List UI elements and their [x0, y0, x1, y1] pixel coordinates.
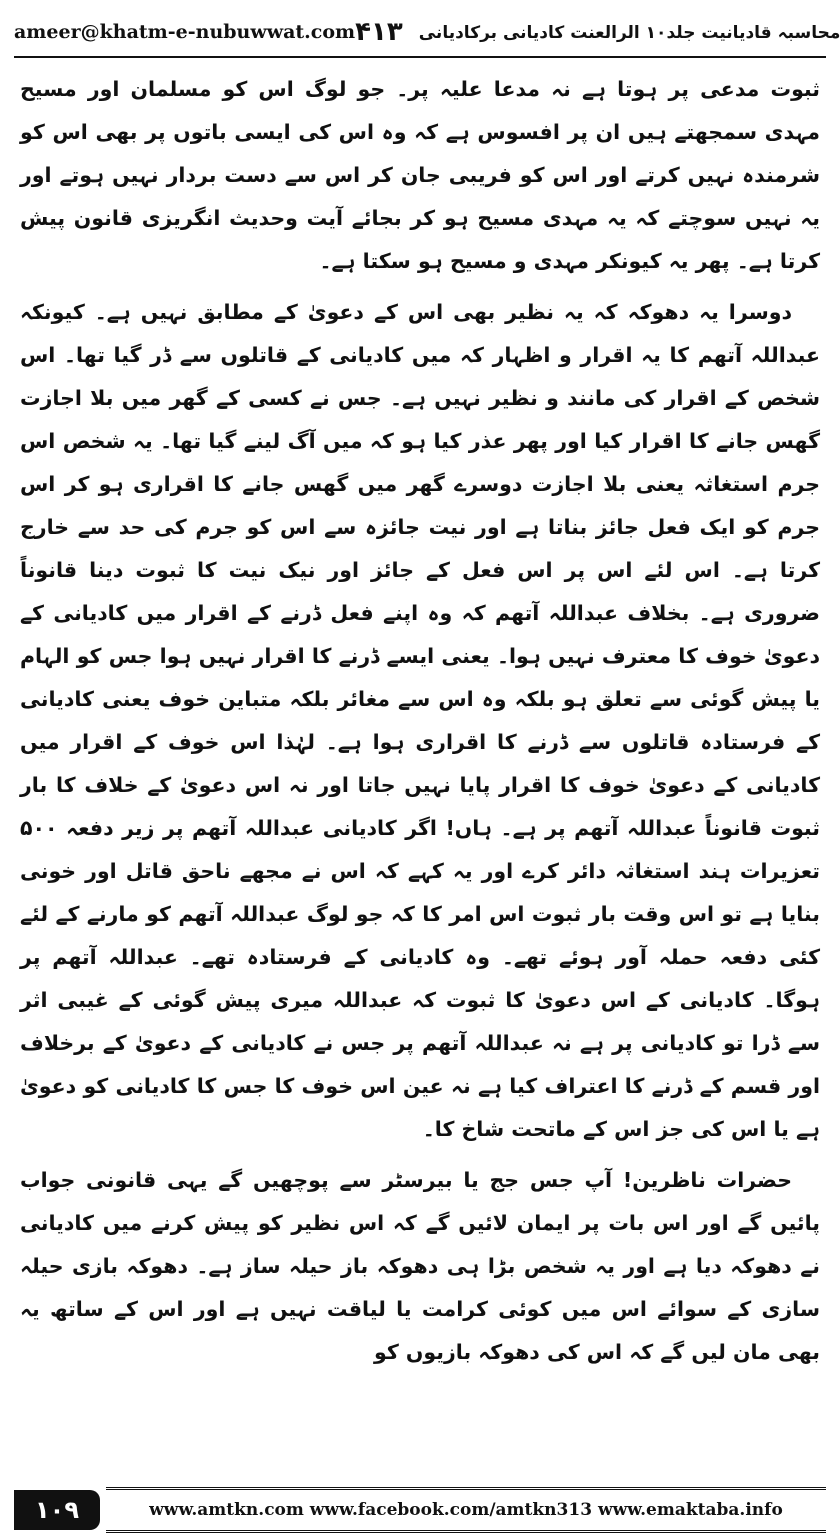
- header-divider: [14, 56, 826, 58]
- header-right: [355, 17, 840, 47]
- paragraph-1: ثبوت مدعی پر ہوتا ہے نہ مدعا علیہ پر۔ جو لوگ اس کو مسلمان اور مسیح مہدی سمجھتے ہیں ان پر افسوس ہے کہ وہ اس کی ایسی باتوں پر بھی اس کو شرمندہ نہیں کرتے اور اس کو فریبی جان کر اس سے دست بردار نہیں ہوتے اور یہ نہیں سوچتے کہ یہ مہدی مسیح ہو کر بجائے آیت وحدیث انگریزی قانون پیش کرتا ہے۔ پھر یہ کیونکر مہدی و مسیح ہو سکتا ہے۔: [20, 77, 820, 273]
- page-body: [20, 68, 820, 1478]
- footer-page-number: ۱۰۹: [14, 1490, 100, 1530]
- paragraph-3: حضرات ناظرین! آپ جس جج یا بیرسٹر سے پوچھیں گے یہی قانونی جواب پائیں گے اور اس بات پر ایمان لائیں گے کہ اس نظیر کو پیش کرنے میں کادیانی نے دھوکہ دیا ہے اور یہ شخص بڑا ہی دھوکہ باز حیلہ ساز ہے۔ دھوکہ بازی حیلہ سازی کے سوائے اس میں کوئی کرامت یا لیاقت نہیں ہے اور اس کے ساتھ یہ بھی مان لیں گے کہ اس کی دھوکہ بازیوں کو: [20, 1168, 820, 1364]
- page-header: [14, 12, 840, 52]
- header-email: ameer@khatm-e-nubuwwat.com: [14, 21, 356, 43]
- footer-bar: [106, 1487, 826, 1533]
- book-page-number: ۴۱۳: [355, 17, 403, 47]
- paragraph-2: دوسرا یہ دھوکہ کہ یہ نظیر بھی اس کے دعویٰ کے مطابق نہیں ہے۔ کیونکہ عبداللہ آتھم کا یہ اقرار و اظہار کہ میں کادیانی کے قاتلوں سے ڈر گیا تھا۔ اس شخص کے اقرار کی مانند و نظیر نہیں ہے۔ جس نے کسی کے گھر میں بلا اجازت گھس جانے کا اقرار کیا اور پھر عذر کیا ہو کہ میں آگ لینے گیا تھا۔ یہ شخص اس جرم استغاثہ یعنی بلا اجازت دوسرے گھر میں گھس جانے کا اقراری ہو کر اس جرم کو ایک فعل جائز بناتا ہے اور نیت جائزہ سے اس کو جرم کی حد سے خارج کرتا ہے۔ اس لئے اس پر اس فعل کے جائز اور نیک نیت کا ثبوت دینا قانوناً ضروری ہے۔ بخلاف عبداللہ آتھم کہ وہ اپنے فعل ڈرنے کے اقرار میں کادیانی کے دعویٰ خوف کا معترف نہیں ہوا۔ یعنی ایسے ڈرنے کا اقرار نہیں ہوا جس کو الہام یا پیش گوئی سے تعلق ہو بلکہ وہ اس سے مغائر بلکہ متباین خوف یعنی کادیانی کے فرستادہ قاتلوں سے ڈرنے کا اقراری ہوا ہے۔ لہٰذا اس خوف کے اقرار میں کادیانی کے دعویٰ خوف کا اقرار پایا نہیں جاتا اور نہ اس دعویٰ کے خلاف کا بار ثبوت قانوناً عبداللہ آتھم پر ہے۔ ہاں! اگر کادیانی عبداللہ آتھم پر زیر دفعہ ۵۰۰ تعزیرات ہند استغاثہ دائر کرے اور یہ کہے کہ اس نے مجھے ناحق قاتل اور خونی بنایا ہے تو اس وقت بار ثبوت اس امر کا کہ جو لوگ عبداللہ آتھم کو مارنے کے لئے کئی دفعہ حملہ آور ہوئے تھے۔ وہ کادیانی کے فرستادہ تھے۔ عبداللہ آتھم پر ہوگا۔ کادیانی کے اس دعویٰ کا ثبوت کہ عبداللہ میری پیش گوئی کے غیبی اثر سے ڈرا تو کادیانی پر ہے نہ عبداللہ آتھم پر جس نے کادیانی کے دعویٰ کے برخلاف اور قسم کے ڈرنے کا اعتراف کیا ہے نہ عین اس خوف کا جس کا کادیانی کو دعویٰ ہے یا اس کی جز اس کے ماتحت شاخ کا۔: [20, 300, 820, 1141]
- page-footer: [14, 1488, 826, 1532]
- footer-links: www.amtkn.com www.facebook.com/amtkn313 www.emaktaba.info: [149, 1500, 783, 1520]
- book-title: محاسبہ قادیانیت جلد۱۰ الرالعنت کادیانی برکادیانی: [418, 22, 840, 43]
